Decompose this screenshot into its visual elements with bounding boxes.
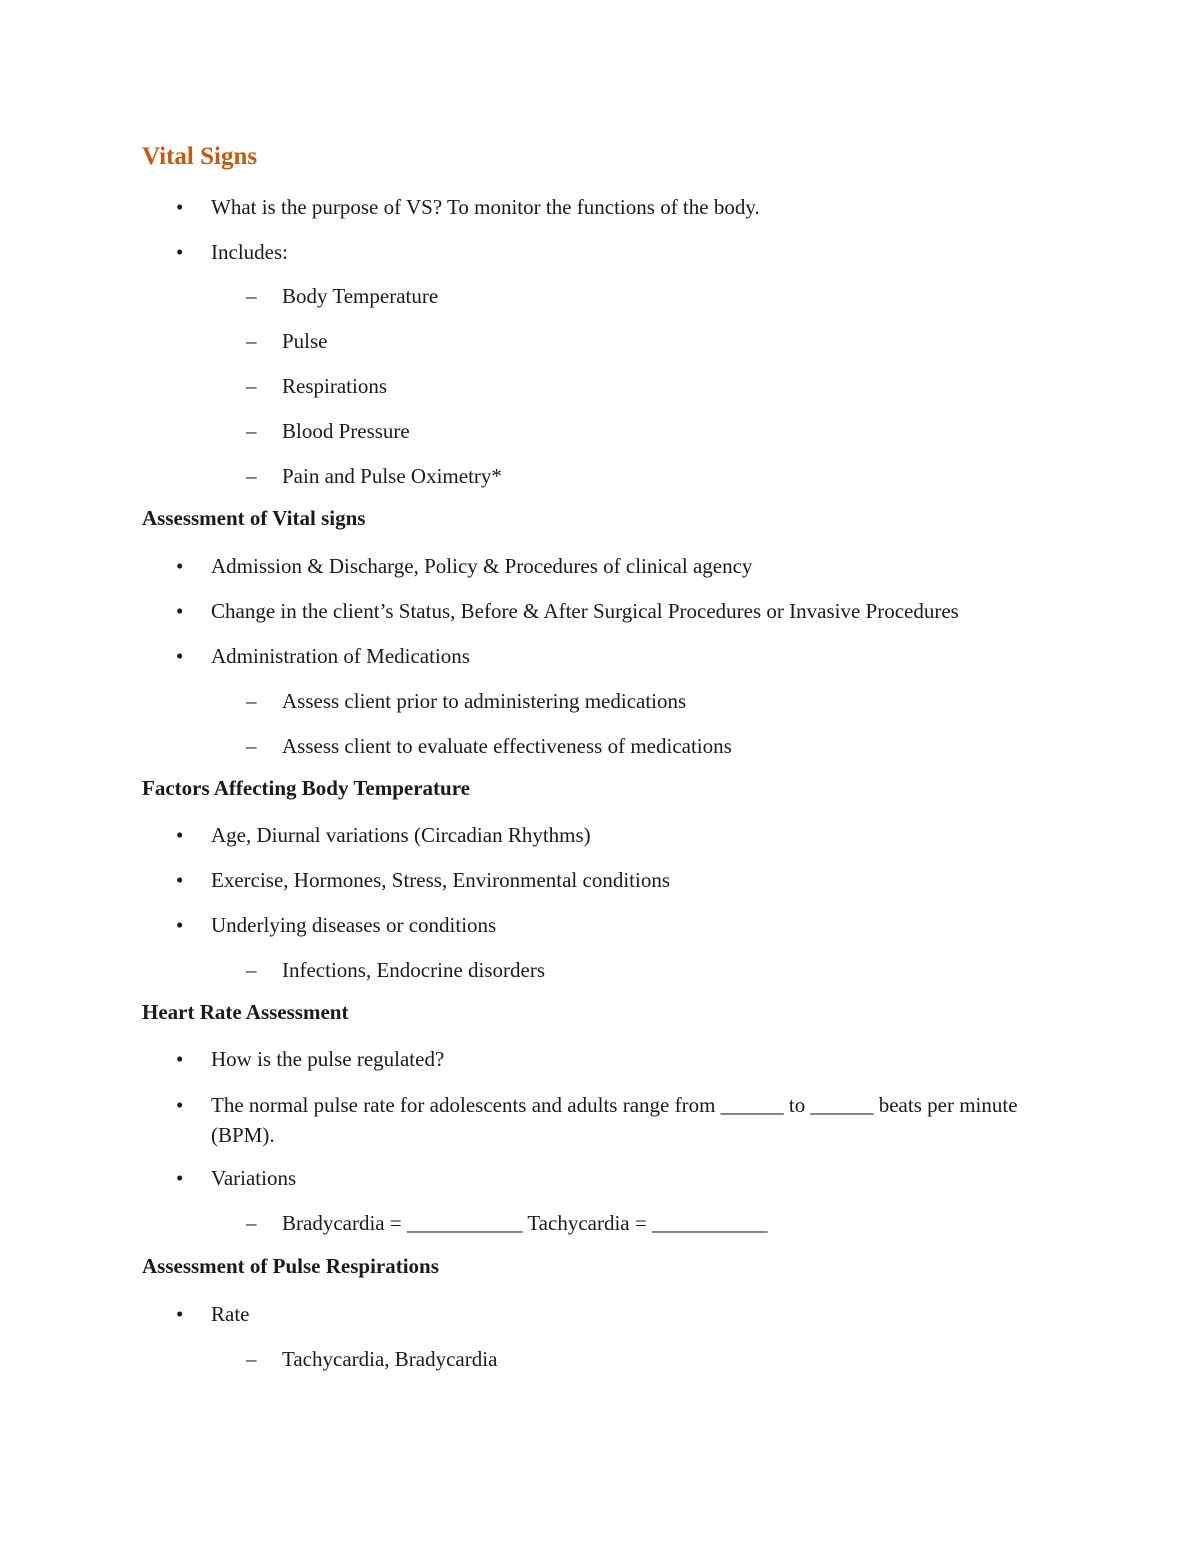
sub-list-item-text: Respirations (282, 374, 387, 398)
list-item-text: Variations (211, 1166, 297, 1190)
bullet-marker: • (176, 1093, 184, 1117)
list-item-text: Administration of Medications (211, 644, 470, 668)
list-item-text: Includes: (211, 240, 288, 264)
section-heading: Assessment of Pulse Respirations (142, 1254, 439, 1278)
list-item-text: Admission & Discharge, Policy & Procedures of clinical agency (211, 554, 753, 578)
list-item-text: Exercise, Hormones, Stress, Environmental conditions (211, 868, 670, 892)
list-item-text: Rate (211, 1302, 250, 1326)
sub-list-item-text: Pain and Pulse Oximetry* (282, 464, 502, 488)
dash-marker: – (246, 1347, 257, 1371)
section-heading: Factors Affecting Body Temperature (142, 776, 470, 800)
sub-list-item-text: Infections, Endocrine disorders (282, 958, 546, 982)
bullet-marker: • (176, 913, 184, 937)
dash-marker: – (246, 284, 257, 308)
sub-list-item-text: Assess client to evaluate effectiveness of medications (282, 734, 732, 758)
dash-marker: – (246, 1211, 257, 1235)
sub-list-item-text: Bradycardia = ___________ Tachycardia = ___________ (282, 1211, 768, 1235)
sub-list-item-text: Pulse (282, 329, 328, 353)
bullet-marker: • (176, 1047, 184, 1071)
bullet-marker: • (176, 599, 184, 623)
list-item-text: Change in the client’s Status, Before & After Surgical Procedures or Invasive Procedures (211, 599, 959, 623)
list-item-text: Underlying diseases or conditions (211, 913, 497, 937)
bullet-marker: • (176, 823, 184, 847)
bullet-marker: • (176, 868, 184, 892)
sub-list-item-text: Assess client prior to administering medications (282, 689, 687, 713)
section-heading: Heart Rate Assessment (142, 1000, 349, 1024)
bullet-marker: • (176, 1302, 184, 1326)
dash-marker: – (246, 958, 257, 982)
bullet-marker: • (176, 195, 184, 219)
bullet-marker: • (176, 644, 184, 668)
sub-list-item-text: Blood Pressure (282, 419, 410, 443)
dash-marker: – (246, 464, 257, 488)
bullet-marker: • (176, 240, 184, 264)
bullet-marker: • (176, 1166, 184, 1190)
list-item-text: Age, Diurnal variations (Circadian Rhythms) (211, 823, 591, 847)
section-heading: Assessment of Vital signs (142, 506, 366, 530)
dash-marker: – (246, 689, 257, 713)
dash-marker: – (246, 419, 257, 443)
list-item-text: The normal pulse rate for adolescents and adults range from ______ to ______ beats per minute (BPM). (211, 1093, 1018, 1147)
list-item-text: How is the pulse regulated? (211, 1047, 445, 1071)
dash-marker: – (246, 374, 257, 398)
sub-list-item-text: Body Temperature (282, 284, 439, 308)
bullet-marker: • (176, 554, 184, 578)
dash-marker: – (246, 329, 257, 353)
dash-marker: – (246, 734, 257, 758)
sub-list-item-text: Tachycardia, Bradycardia (282, 1347, 498, 1371)
document-title: Vital Signs (142, 143, 258, 170)
list-item-text: What is the purpose of VS? To monitor the functions of the body. (211, 195, 760, 219)
